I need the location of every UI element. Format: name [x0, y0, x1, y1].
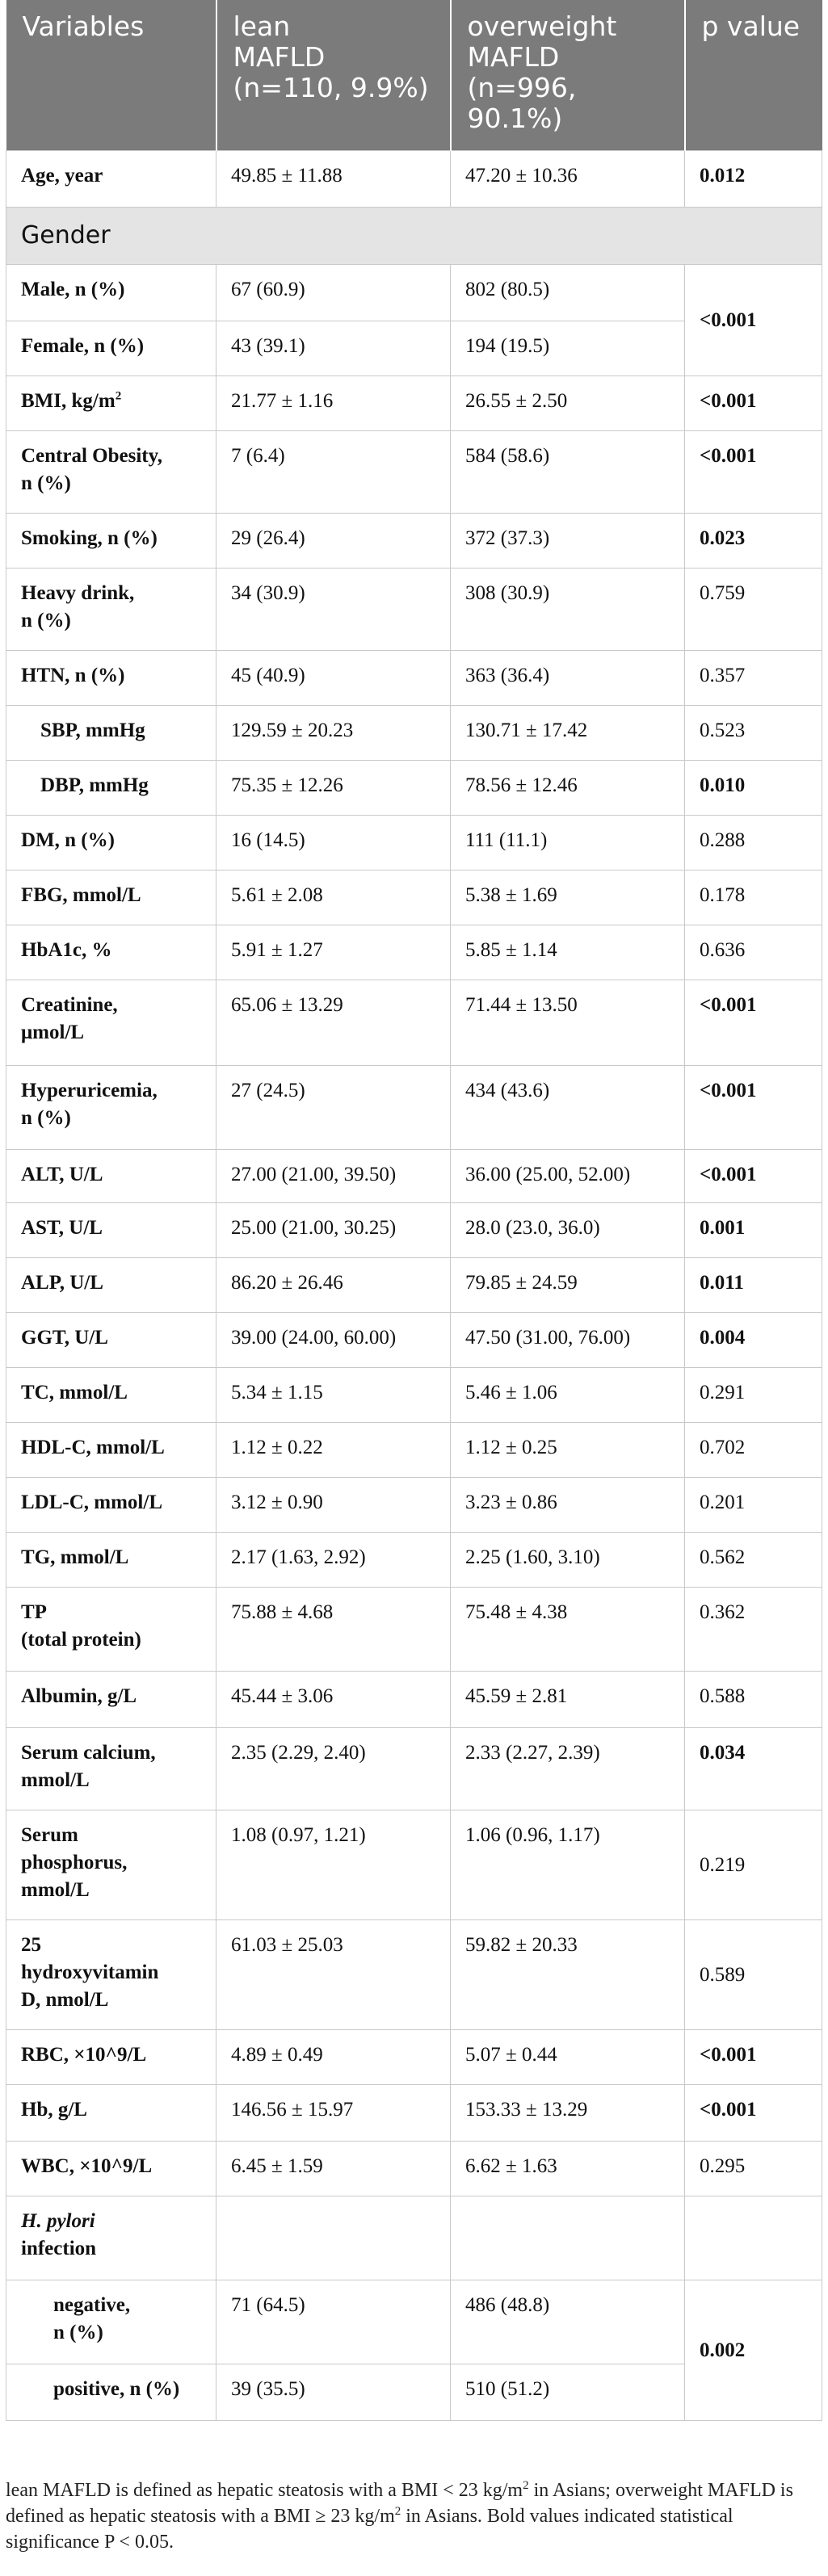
- overweight-value: 6.62 ± 1.63: [451, 2142, 685, 2196]
- table-row: [6, 265, 822, 321]
- table-row: [6, 1258, 822, 1313]
- row-label: GGT, U/L: [6, 1313, 216, 1368]
- label-line: Creatinine,: [21, 994, 118, 1016]
- table-container: [6, 0, 822, 2421]
- p-value: 0.589: [685, 1920, 822, 2030]
- row-label: ALP, U/L: [6, 1258, 216, 1313]
- lean-value: 16 (14.5): [216, 816, 451, 871]
- footnote-text: in Asians. Bold values indicated statistical significance P < 0.05.: [6, 2506, 733, 2553]
- overweight-value: 130.71 ± 17.42: [451, 706, 685, 761]
- p-value: 0.588: [685, 1672, 822, 1728]
- lean-value: 75.88 ± 4.68: [216, 1588, 451, 1672]
- row-label: SBP, mmHg: [6, 706, 216, 761]
- lean-value: 1.08 (0.97, 1.21): [216, 1810, 451, 1920]
- overweight-value: 28.0 (23.0, 36.0): [451, 1203, 685, 1258]
- overweight-value: 194 (19.5): [451, 321, 685, 376]
- header-pvalue-label: p value: [701, 10, 801, 42]
- row-label: [6, 1810, 216, 1920]
- header-row: [6, 0, 822, 151]
- row-label: Male, n (%): [6, 265, 216, 321]
- table-row: [6, 2142, 822, 2196]
- table-row: [6, 151, 822, 208]
- p-value: 0.295: [685, 2142, 822, 2196]
- lean-value: 2.17 (1.63, 2.92): [216, 1533, 451, 1588]
- lean-value: 129.59 ± 20.23: [216, 706, 451, 761]
- overweight-value: 111 (11.1): [451, 816, 685, 871]
- lean-value: 45 (40.9): [216, 651, 451, 706]
- row-label: [6, 376, 216, 431]
- overweight-value: 47.50 (31.00, 76.00): [451, 1313, 685, 1368]
- p-value: <0.001: [685, 1150, 822, 1203]
- table-row: [6, 1533, 822, 1588]
- table-row: [6, 1728, 822, 1810]
- label-line: n (%): [21, 1107, 71, 1129]
- table-row: [6, 1478, 822, 1533]
- lean-value: 6.45 ± 1.59: [216, 2142, 451, 2196]
- overweight-value: 47.20 ± 10.36: [451, 151, 685, 208]
- p-value: 0.023: [685, 514, 822, 568]
- row-label: HbA1c, %: [6, 925, 216, 980]
- lean-value: 5.34 ± 1.15: [216, 1368, 451, 1423]
- p-value: 0.034: [685, 1728, 822, 1810]
- p-value: 0.002: [685, 2280, 822, 2421]
- overweight-value: 5.07 ± 0.44: [451, 2030, 685, 2085]
- header-overweight: [451, 0, 685, 151]
- lean-value: 21.77 ± 1.16: [216, 376, 451, 431]
- p-value: 0.702: [685, 1423, 822, 1478]
- hpylori-label: H. pylori: [21, 2210, 95, 2232]
- row-label: [6, 1066, 216, 1150]
- header-over-l3: (n=996, 90.1%): [467, 72, 577, 134]
- label-line: Heavy drink,: [21, 582, 135, 604]
- overweight-value: 26.55 ± 2.50: [451, 376, 685, 431]
- header-lean-l3: (n=110, 9.9%): [233, 72, 429, 103]
- lean-value: 75.35 ± 12.26: [216, 761, 451, 816]
- p-value: 0.201: [685, 1478, 822, 1533]
- overweight-value: 78.56 ± 12.46: [451, 761, 685, 816]
- p-value: <0.001: [685, 265, 822, 376]
- overweight-value: 71.44 ± 13.50: [451, 980, 685, 1066]
- p-value: 0.004: [685, 1313, 822, 1368]
- p-value: 0.523: [685, 706, 822, 761]
- row-label: [6, 1588, 216, 1672]
- table-row: [6, 925, 822, 980]
- header-lean: [216, 0, 451, 151]
- p-value: 0.288: [685, 816, 822, 871]
- row-label: FBG, mmol/L: [6, 871, 216, 925]
- table-row: [6, 1368, 822, 1423]
- p-value: <0.001: [685, 376, 822, 431]
- p-value: 0.012: [685, 151, 822, 208]
- label-line: mmol/L: [21, 1879, 90, 1901]
- lean-value: 65.06 ± 13.29: [216, 980, 451, 1066]
- label-line: Hyperuricemia,: [21, 1080, 158, 1101]
- overweight-value: 486 (48.8): [451, 2280, 685, 2364]
- overweight-value: 5.46 ± 1.06: [451, 1368, 685, 1423]
- p-value: 0.291: [685, 1368, 822, 1423]
- lean-value: 27.00 (21.00, 39.50): [216, 1150, 451, 1203]
- lean-value: 3.12 ± 0.90: [216, 1478, 451, 1533]
- header-over-l1: overweight: [467, 10, 617, 42]
- overweight-value: 59.82 ± 20.33: [451, 1920, 685, 2030]
- p-value: 0.178: [685, 871, 822, 925]
- lean-value: 25.00 (21.00, 30.25): [216, 1203, 451, 1258]
- table-row: [6, 376, 822, 431]
- label-line: (total protein): [21, 1629, 141, 1651]
- row-label: Female, n (%): [6, 321, 216, 376]
- header-variables: [6, 0, 216, 151]
- p-value: 0.562: [685, 1533, 822, 1588]
- overweight-value: 45.59 ± 2.81: [451, 1672, 685, 1728]
- row-label: [6, 1728, 216, 1810]
- overweight-value: 5.85 ± 1.14: [451, 925, 685, 980]
- footnote-text: lean MAFLD is defined as hepatic steatosis with a BMI < 23 kg/m: [6, 2480, 523, 2501]
- label-line: Serum: [21, 1824, 78, 1846]
- lean-value: 43 (39.1): [216, 321, 451, 376]
- p-value: <0.001: [685, 1066, 822, 1150]
- overweight-value: 5.38 ± 1.69: [451, 871, 685, 925]
- overweight-value: 3.23 ± 0.86: [451, 1478, 685, 1533]
- table-row: [6, 816, 822, 871]
- overweight-value: 802 (80.5): [451, 265, 685, 321]
- table-row: [6, 2085, 822, 2142]
- label-line: n (%): [21, 610, 71, 631]
- row-label: HDL-C, mmol/L: [6, 1423, 216, 1478]
- label-line: n (%): [21, 472, 71, 494]
- overweight-value: 434 (43.6): [451, 1066, 685, 1150]
- table-row: [6, 1920, 822, 2030]
- footnote-sup: 2: [523, 2479, 529, 2492]
- header-variables-label: Variables: [22, 10, 145, 42]
- row-label: positive, n (%): [6, 2364, 216, 2421]
- bmi-sup: 2: [115, 389, 122, 403]
- lean-value: 39 (35.5): [216, 2364, 451, 2421]
- row-label: Smoking, n (%): [6, 514, 216, 568]
- header-lean-l2: MAFLD: [233, 41, 326, 73]
- overweight-value: 372 (37.3): [451, 514, 685, 568]
- row-label: DBP, mmHg: [6, 761, 216, 816]
- lean-value: 4.89 ± 0.49: [216, 2030, 451, 2085]
- p-value: <0.001: [685, 980, 822, 1066]
- p-value: 0.357: [685, 651, 822, 706]
- row-label: RBC, ×10^9/L: [6, 2030, 216, 2085]
- row-label: HTN, n (%): [6, 651, 216, 706]
- table-header: [6, 0, 822, 151]
- overweight-value: 2.33 (2.27, 2.39): [451, 1728, 685, 1810]
- overweight-value: [451, 2196, 685, 2280]
- label-line: 25: [21, 1934, 41, 1956]
- overweight-value: 36.00 (25.00, 52.00): [451, 1150, 685, 1203]
- row-label: WBC, ×10^9/L: [6, 2142, 216, 2196]
- lean-value: 146.56 ± 15.97: [216, 2085, 451, 2142]
- table-footnote: [6, 2477, 817, 2555]
- table-body: [6, 151, 822, 2421]
- lean-value: 7 (6.4): [216, 431, 451, 514]
- p-value: 0.011: [685, 1258, 822, 1313]
- label-line: mmol/L: [21, 1769, 90, 1791]
- header-pvalue: [685, 0, 822, 151]
- overweight-value: 79.85 ± 24.59: [451, 1258, 685, 1313]
- lean-value: 2.35 (2.29, 2.40): [216, 1728, 451, 1810]
- footnote-sup: 2: [394, 2505, 401, 2518]
- lean-value: 45.44 ± 3.06: [216, 1672, 451, 1728]
- lean-value: 39.00 (24.00, 60.00): [216, 1313, 451, 1368]
- lean-value: 29 (26.4): [216, 514, 451, 568]
- p-value: 0.636: [685, 925, 822, 980]
- lean-value: 61.03 ± 25.03: [216, 1920, 451, 2030]
- lean-value: [216, 2196, 451, 2280]
- bmi-label: BMI, kg/m: [21, 390, 116, 412]
- table-row: [6, 2030, 822, 2085]
- label-line: n (%): [53, 2322, 103, 2343]
- row-label: [6, 2196, 216, 2280]
- table-row: [6, 1588, 822, 1672]
- label-line: D, nmol/L: [21, 1989, 109, 2011]
- section-gender: Gender: [6, 208, 822, 265]
- table-row: [6, 1066, 822, 1150]
- p-value: <0.001: [685, 431, 822, 514]
- row-label: TC, mmol/L: [6, 1368, 216, 1423]
- lean-value: 71 (64.5): [216, 2280, 451, 2364]
- p-value: <0.001: [685, 2030, 822, 2085]
- overweight-value: 308 (30.9): [451, 568, 685, 651]
- table-row: [6, 1672, 822, 1728]
- lean-value: 34 (30.9): [216, 568, 451, 651]
- table-row: [6, 1423, 822, 1478]
- p-value: <0.001: [685, 2085, 822, 2142]
- label-line: Central Obesity,: [21, 445, 162, 467]
- table-row: [6, 1203, 822, 1258]
- label-line: negative,: [53, 2294, 131, 2316]
- section-row: [6, 208, 822, 265]
- overweight-value: 1.06 (0.96, 1.17): [451, 1810, 685, 1920]
- label-line: hydroxyvitamin: [21, 1961, 159, 1983]
- row-label: LDL-C, mmol/L: [6, 1478, 216, 1533]
- label-line: infection: [21, 2238, 97, 2259]
- p-value: 0.001: [685, 1203, 822, 1258]
- row-label: [6, 980, 216, 1066]
- overweight-value: 153.33 ± 13.29: [451, 2085, 685, 2142]
- data-table: [6, 0, 822, 2421]
- table-row: [6, 1150, 822, 1203]
- row-label: AST, U/L: [6, 1203, 216, 1258]
- table-row: [6, 568, 822, 651]
- p-value: [685, 2196, 822, 2280]
- overweight-value: 363 (36.4): [451, 651, 685, 706]
- p-value: 0.010: [685, 761, 822, 816]
- footnote-text: in Asians; overweight MAFLD is defined as hepatic steatosis with a BMI ≥ 23 kg/m: [6, 2480, 793, 2527]
- overweight-value: 2.25 (1.60, 3.10): [451, 1533, 685, 1588]
- table-row: [6, 514, 822, 568]
- table-row: [6, 980, 822, 1066]
- table-row: [6, 2280, 822, 2364]
- table-row: [6, 1313, 822, 1368]
- table-row: [6, 706, 822, 761]
- lean-value: 67 (60.9): [216, 265, 451, 321]
- overweight-value: 75.48 ± 4.38: [451, 1588, 685, 1672]
- p-value: 0.759: [685, 568, 822, 651]
- label-line: phosphorus,: [21, 1852, 128, 1873]
- lean-value: 49.85 ± 11.88: [216, 151, 451, 208]
- overweight-value: 584 (58.6): [451, 431, 685, 514]
- table-row: [6, 1810, 822, 1920]
- table-row: [6, 871, 822, 925]
- row-label: Hb, g/L: [6, 2085, 216, 2142]
- lean-value: 86.20 ± 26.46: [216, 1258, 451, 1313]
- row-label: Albumin, g/L: [6, 1672, 216, 1728]
- header-lean-l1: lean: [233, 10, 291, 42]
- lean-value: 5.61 ± 2.08: [216, 871, 451, 925]
- row-label: TG, mmol/L: [6, 1533, 216, 1588]
- lean-value: 1.12 ± 0.22: [216, 1423, 451, 1478]
- header-over-l2: MAFLD: [467, 41, 560, 73]
- label-line: Serum calcium,: [21, 1742, 156, 1764]
- overweight-value: 510 (51.2): [451, 2364, 685, 2421]
- table-row: [6, 431, 822, 514]
- label-line: μmol/L: [21, 1022, 85, 1043]
- row-label: [6, 431, 216, 514]
- lean-value: 27 (24.5): [216, 1066, 451, 1150]
- lean-value: 5.91 ± 1.27: [216, 925, 451, 980]
- table-row: [6, 651, 822, 706]
- label-line: TP: [21, 1601, 47, 1623]
- overweight-value: 1.12 ± 0.25: [451, 1423, 685, 1478]
- row-label: DM, n (%): [6, 816, 216, 871]
- p-value: 0.362: [685, 1588, 822, 1672]
- p-value: 0.219: [685, 1810, 822, 1920]
- row-label: [6, 1920, 216, 2030]
- table-row: [6, 2196, 822, 2280]
- row-label: ALT, U/L: [6, 1150, 216, 1203]
- table-row: [6, 761, 822, 816]
- row-label: Age, year: [6, 151, 216, 208]
- row-label: [6, 2280, 216, 2364]
- row-label: [6, 568, 216, 651]
